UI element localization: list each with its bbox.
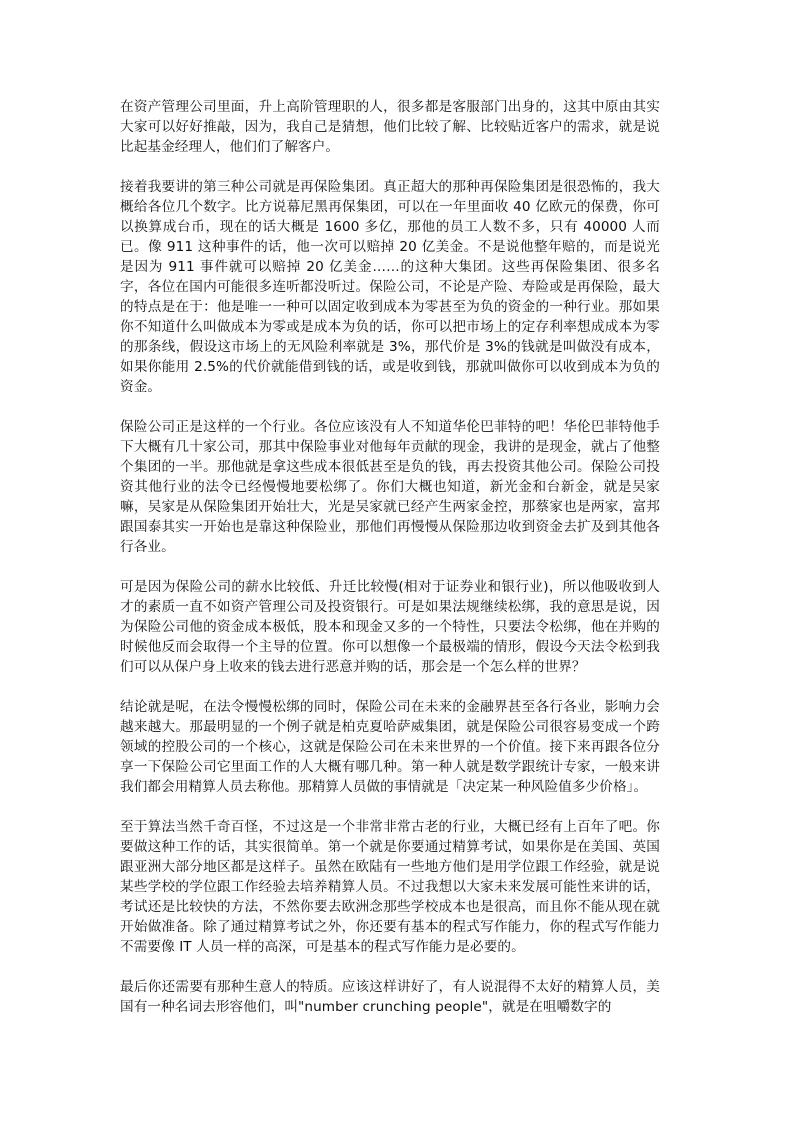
document-page [120,97,660,1037]
paragraph-reinsurance: 接着我要讲的第三种公司就是再保险集团。真正超大的那种再保险集团是很恐怖的，我大概给各位几个数字。比方说幕尼黑再保集团，可以在一年里面收 40 亿欧元的保费，你可以换算成台币，现在的话大概是 1600 多亿，那他的员工人数不多，只有 40000 人而已。像 911 这种事件的话，他一次可以赔掉 20 亿美金。不是说他整年赔的，而是说光是因为 911 事件就可以赔掉 20 亿美金……的这种大集团。这些再保险集团、很多名字，各位在国内可能很多连听都没听过。保险公司，不论是产险、寿险或是再保险，最大的特点是在于：他是唯一一种可以固定收到成本为零甚至为负的资金的一种行业。那如果你不知道什么叫做成本为零或是成本为负的话，你可以把市场上的定存利率想成成本为零的那条线，假设这市场上的无风险利率就是 3%，那代价是 3%的钱就是叫做没有成本，如果你能用 2.5%的代价就能借到钱的话，或是收到钱，那就叫做你可以收到成本为负的资金。 [120,179,660,395]
paragraph-asset-management: 在资产管理公司里面，升上高阶管理职的人，很多都是客服部门出身的，这其中原由其实大家可以好好推敲，因为，我自己是猜想，他们比较了解、比较贴近客户的需求，就是说比起基金经理人，他们们了解客户。 [120,99,660,155]
paragraph-actuary-exam: 至于算法当然千奇百怪，不过这是一个非常非常古老的行业，大概已经有上百年了吧。你要做这种工作的话，其实很简单。第一个就是你要通过精算考试，如果你是在美国、英国跟亚洲大部分地区都是这样子。虽然在欧陆有一些地方他们是用学位跟工作经验，就是说某些学校的学位跟工作经验去培养精算人员。不过我想以大家未来发展可能性来讲的话，考试还是比较快的方法，不然你要去欧洲念那些学校成本也是很高，而且你不能从现在就开始做准备。除了通过精算考试之外，你还要有基本的程式写作能力，你的程式写作能力不需要像 IT 人员一样的高深，可是基本的程式写作能力是必要的。 [120,819,660,955]
paragraph-talent: 可是因为保险公司的薪水比较低、升迁比较慢(相对于证券业和银行业)，所以他吸收到人才的素质一直不如资产管理公司及投资银行。可是如果法规继续松绑，我的意思是说，因为保险公司他的资金成本极低，股本和现金又多的一个特性，只要法令松绑，他在并购的时候他反而会取得一个主导的位置。你可以想像一个最极端的情形，假设今天法令松到我们可以从保户身上收来的钱去进行恶意并购的话，那会是一个怎么样的世界？ [120,579,660,675]
paragraph-conclusion: 结论就是呢，在法令慢慢松绑的同时，保险公司在未来的金融界甚至各行各业，影响力会越来越大。那最明显的一个例子就是柏克夏哈萨威集团，就是保险公司很容易变成一个跨领域的控股公司的一个核心，这就是保险公司在未来世界的一个价值。接下来再跟各位分享一下保险公司它里面工作的人大概有哪几种。第一种人就是数学跟统计专家，一般来讲我们都会用精算人员去称他。那精算人员做的事情就是「决定某一种风险值多少价格」。 [120,699,660,795]
paragraph-business-trait: 最后你还需要有那种生意人的特质。应该这样讲好了，有人说混得不太好的精算人员，美国有一种名词去形容他们，叫"number crunching people"，就是在咀嚼数字的 [120,979,660,1015]
paragraph-buffett: 保险公司正是这样的一个行业。各位应该没有人不知道华伦巴菲特的吧！华伦巴菲特他手下大概有几十家公司，那其中保险事业对他每年贡献的现金，我讲的是现金，就占了他整个集团的一半。那他就是拿这些成本很低甚至是负的钱，再去投资其他公司。保险公司投资其他行业的法令已经慢慢地要松绑了。你们大概也知道，新光金和台新金，就是吴家嘛，吴家是从保险集团开始壮大，光是吴家就已经产生两家金控，那蔡家也是两家，富邦跟国泰其实一开始也是靠这种保险业，那他们再慢慢从保险那边收到资金去扩及到其他各行各业。 [120,419,660,555]
